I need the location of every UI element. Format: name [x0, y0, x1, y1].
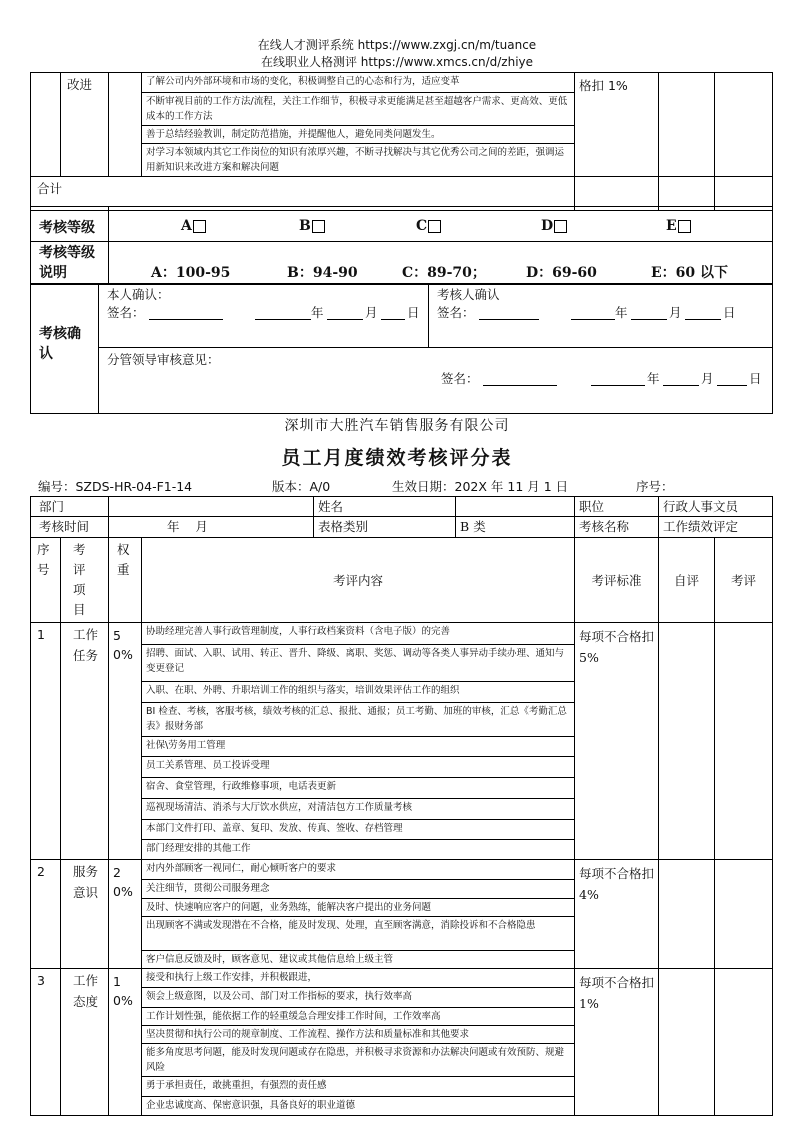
assessor-year-field[interactable] [571, 305, 615, 320]
self-score-field[interactable] [659, 860, 715, 969]
section-no: 1 [31, 623, 61, 860]
section-content-item: 能多角度思考问题，能及时发现问题或存在隐患，并积极寻求资源和办法解决问题或有效预防、规避风险 [142, 1044, 574, 1077]
grade-option-a[interactable]: A [181, 218, 206, 234]
improve-item: 对学习本领域内其它工作岗位的知识有浓厚兴趣，不断寻找解决与其它优秀公司之间的差距，强调运用新知识来改进方案和解决问题 [146, 146, 565, 173]
improve-items [142, 73, 574, 176]
section-content-item: 协助经理完善人事行政管理制度，人事行政档案资料（含电子版）的完善 [142, 623, 574, 644]
assess-score-field[interactable] [715, 623, 773, 860]
grade-label: 考核等级 [31, 207, 109, 242]
section-content-item: 接受和执行上级工作安排，并积极跟进， [142, 969, 574, 988]
improve-standard: 格扣 1% [575, 73, 659, 177]
improve-item: 不断审视目前的工作方法/流程，关注工作细节，积极寻求更能满足甚至超越客户需求、更高效、更低成本的工作方法 [142, 92, 574, 125]
section-content-item: 宿舍、食堂管理，行政维修事项，电话表更新 [142, 777, 574, 798]
section-content-item: 工作计划性强，能依据工作的轻重缓急合理安排工作时间，工作效率高 [142, 1008, 574, 1026]
section-item: 服务意识 [61, 860, 109, 969]
grade-desc-b: B：94-90 [287, 265, 358, 281]
company-name: 深圳市大胜汽车销售服务有限公司 [284, 418, 510, 434]
form-effective-date: 生效日期：202X 年 11 月 1 日 [392, 479, 569, 494]
position-label: 职位 [575, 497, 659, 517]
top-section-table [30, 72, 773, 211]
grade-option-e[interactable]: E [666, 218, 691, 234]
section-content-item: 部门经理安排的其他工作 [146, 842, 251, 854]
self-month-field[interactable] [327, 305, 363, 320]
section-content-item: BI 检查、考核，客服考核，绩效考核的汇总、报批、通报；员工考勤、加班的审核，汇总《考勤汇总表》报财务部 [142, 702, 574, 736]
assessor-sign-label: 签名： [437, 305, 475, 320]
section-content-item: 巡视现场清洁、消杀与大厅饮水供应，对清洁包方工作质量考核 [142, 798, 574, 819]
self-sign-label: 签名： [107, 305, 145, 320]
section-content-item: 坚决贯彻和执行公司的规章制度、工作流程、操作方法和质量标准和其他要求 [142, 1026, 574, 1044]
dept-label: 部门 [31, 497, 109, 517]
section-content-item: 企业忠诚度高、保密意识强，具备良好的职业道德 [146, 1100, 356, 1111]
section-content-item: 出现顾客不满或发现潜在不合格，能及时发现、处理，直至顾客满意，消除投诉和不合格隐患 [142, 916, 574, 950]
section-weight: 50% [109, 623, 142, 860]
checkbox-icon [193, 220, 206, 233]
col-header-standard: 考评标准 [575, 538, 659, 623]
section-content-item: 对内外部顾客一视同仁，耐心倾听客户的要求 [142, 860, 574, 879]
header-line-2: 在线职业人格测评 https://www.xmcs.cn/d/zhiye [260, 55, 534, 69]
section-weight: 20% [109, 860, 142, 969]
section-content-item: 社保\劳务用工管理 [142, 736, 574, 756]
section-content-item: 入职、在职、外聘、升职培训工作的组织与落实，培训效果评估工作的组织 [142, 681, 574, 702]
form-serial: 序号： [636, 479, 674, 494]
section-content-item: 招聘、面试、入职、试用、转正、晋升、降级、离职、奖惩、调动等各类人事异动手续办理、通知与变更登记 [142, 644, 574, 681]
section-items [142, 860, 574, 968]
section-content-item: 员工关系管理、员工投诉受理 [142, 756, 574, 777]
section-content-item: 领会上级意图，以及公司、部门对工作指标的要求，执行效率高 [142, 988, 574, 1008]
assessor-confirm-label: 考核人确认 [437, 287, 500, 302]
section-item: 工作任务 [61, 623, 109, 860]
section-standard: 每项不合格扣 1% [575, 968, 659, 1115]
grade-table [30, 206, 773, 285]
improve-item: 了解公司内外部环境和市场的变化，积极调整自己的心态和行为，适应变革 [142, 73, 574, 92]
grade-option-b[interactable]: B [299, 218, 325, 234]
col-header-content: 考评内容 [142, 538, 575, 623]
checkbox-icon [678, 220, 691, 233]
col-header-weight: 权重 [109, 538, 142, 623]
header-line-1: 在线人才测评系统 https://www.zxgj.cn/m/tuance [257, 38, 537, 52]
grade-desc-a: A：100-95 [151, 265, 231, 281]
assessor-day-field[interactable] [685, 305, 721, 320]
form-code: 编号：SZDS-HR-04-F1-14 [38, 479, 193, 494]
assessor-month-field[interactable] [631, 305, 667, 320]
section-no: 3 [31, 968, 61, 1115]
checkbox-icon [428, 220, 441, 233]
section-weight: 10% [109, 968, 142, 1115]
leader-sign-label: 签名： [441, 371, 479, 386]
assess-name-value: 工作绩效评定 [659, 517, 773, 538]
col-header-no: 序号 [31, 538, 61, 623]
improve-item: 善于总结经验教训，制定防范措施，并提醒他人，避免同类问题发生。 [142, 125, 574, 143]
col-header-self: 自评 [659, 538, 715, 623]
leader-year-field[interactable] [591, 371, 645, 386]
self-score-field[interactable] [659, 968, 715, 1115]
form-type-label: 表格类别 [314, 517, 456, 538]
checkbox-icon [554, 220, 567, 233]
section-items [142, 969, 574, 1115]
section-items [142, 623, 574, 859]
section-standard: 每项不合格扣 4% [575, 860, 659, 969]
assessor-sign-field[interactable] [479, 305, 539, 320]
form-title: 员工月度绩效考核评分表 [281, 447, 513, 469]
assess-name-label: 考核名称 [575, 517, 659, 538]
col-header-assess: 考评 [715, 538, 773, 623]
form-version: 版本：A/0 [272, 479, 331, 494]
period-value[interactable]: 年 月 [109, 517, 314, 538]
section-content-item: 勇于承担责任，敢挑重担，有强烈的责任感 [142, 1077, 574, 1097]
self-confirm-label: 本人确认： [107, 287, 170, 302]
confirm-label: 考核确认 [31, 284, 99, 414]
section-item: 工作态度 [61, 968, 109, 1115]
assess-score-field[interactable] [715, 968, 773, 1115]
section-content-item: 本部门文件打印、盖章、复印、发放、传真、签收、存档管理 [142, 819, 574, 839]
evaluation-table [30, 496, 773, 1116]
leader-opinion-label: 分管领导审核意见： [107, 352, 220, 367]
self-day-field[interactable] [381, 305, 405, 320]
col-header-item: 考评项目 [61, 538, 109, 623]
section-content-item: 客户信息反馈及时，顾客意见、建议或其他信息给上级主管 [146, 953, 394, 965]
grade-option-d[interactable]: D [541, 218, 567, 234]
dept-field[interactable] [109, 497, 314, 517]
position-value: 行政人事文员 [659, 497, 773, 517]
assess-score-field[interactable] [715, 860, 773, 969]
leader-day-field[interactable] [717, 371, 747, 386]
name-label: 姓名 [314, 497, 456, 517]
total-label: 合计 [31, 176, 575, 210]
form-type-value: B 类 [456, 517, 575, 538]
checkbox-icon [312, 220, 325, 233]
section-content-item: 关注细节，贯彻公司服务理念 [142, 879, 574, 898]
self-score-field[interactable] [659, 623, 715, 860]
section-no: 2 [31, 860, 61, 969]
name-field[interactable] [456, 497, 575, 517]
grade-option-c[interactable]: C [416, 218, 441, 234]
leader-sign-field[interactable] [483, 371, 557, 386]
grade-desc-d: D：69-60 [526, 265, 597, 281]
grade-desc-label: 考核等级说明 [31, 242, 109, 285]
confirm-table: 考核确认 本人确认： 签名： 年 月 日 考核人确认 签名： 年 月 日 分管领导审核意见： 签名： 年 月 日 [30, 283, 773, 414]
self-year-field[interactable] [255, 305, 311, 320]
self-sign-field[interactable] [149, 305, 223, 320]
section-content-item: 及时、快速响应客户的问题，业务熟练，能解决客户提出的业务问题 [142, 898, 574, 916]
section-standard: 每项不合格扣 5% [575, 623, 659, 860]
grade-desc-c: C：89-70； [402, 265, 486, 281]
grade-desc-e: E：60 以下 [651, 265, 729, 281]
period-label: 考核时间 [31, 517, 109, 538]
improve-label: 改进 [61, 73, 109, 177]
leader-month-field[interactable] [663, 371, 699, 386]
